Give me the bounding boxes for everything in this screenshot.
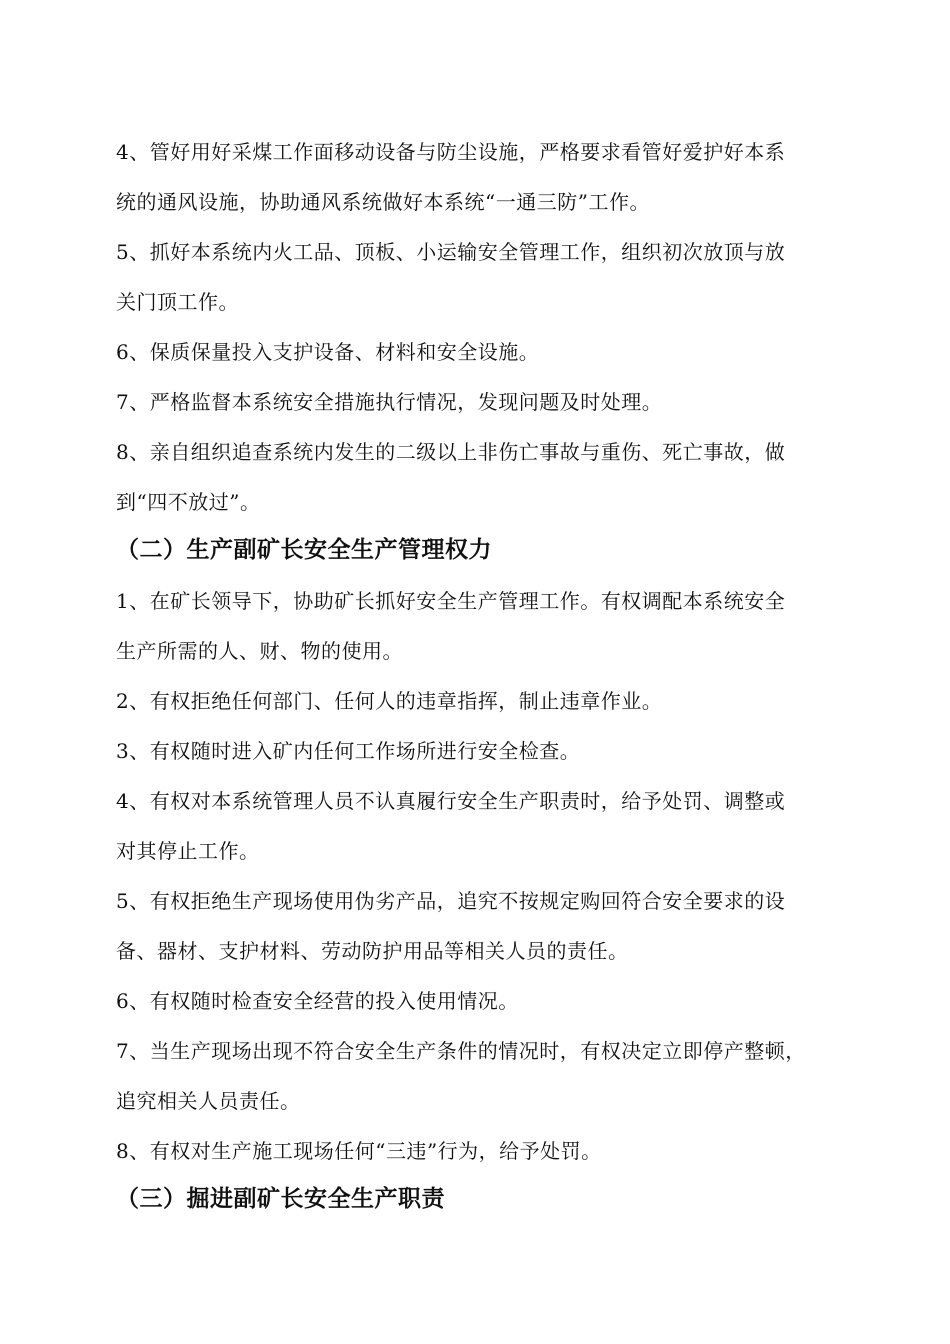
paragraph-line: 7、当生产现场出现不符合安全生产条件的情况时，有权决定立即停产整顿， <box>116 1039 806 1063</box>
paragraph-line: 7、严格监督本系统安全措施执行情况，发现问题及时处理。 <box>116 390 663 414</box>
paragraph-line: 1、在矿长领导下，协助矿长抓好安全生产管理工作。有权调配本系统安全 <box>116 589 786 613</box>
paragraph-line: 到“四不放过”。 <box>116 490 261 514</box>
paragraph-line: 3、有权随时进入矿内任何工作场所进行安全检查。 <box>116 739 581 763</box>
paragraph-line: 4、有权对本系统管理人员不认真履行安全生产职责时，给予处罚、调整或 <box>116 789 786 813</box>
paragraph-line: 2、有权拒绝任何部门、任何人的违章指挥，制止违章作业。 <box>116 689 663 713</box>
paragraph-line: 5、有权拒绝生产现场使用伪劣产品，追究不按规定购回符合安全要求的设 <box>116 889 786 913</box>
paragraph-line: 关门顶工作。 <box>116 290 239 314</box>
section-heading: （二）生产副矿长安全生产管理权力 <box>116 537 492 563</box>
paragraph-line: 对其停止工作。 <box>116 839 260 863</box>
paragraph-line: 生产所需的人、财、物的使用。 <box>116 639 403 663</box>
paragraph-line: 8、亲自组织追查系统内发生的二级以上非伤亡事故与重伤、死亡事故，做 <box>116 440 786 464</box>
paragraph-line: 8、有权对生产施工现场任何“三违”行为，给予处罚。 <box>116 1139 602 1163</box>
paragraph-line: 追究相关人员责任。 <box>116 1089 301 1113</box>
paragraph-line: 统的通风设施，协助通风系统做好本系统“一通三防”工作。 <box>116 190 650 214</box>
paragraph-line: 5、抓好本系统内火工品、顶板、小运输安全管理工作，组织初次放顶与放 <box>116 240 786 264</box>
paragraph-line: 备、器材、支护材料、劳动防护用品等相关人员的责任。 <box>116 939 629 963</box>
paragraph-line: 4、管好用好采煤工作面移动设备与防尘设施，严格要求看管好爱护好本系 <box>116 140 786 164</box>
paragraph-line: 6、保质保量投入支护设备、材料和安全设施。 <box>116 340 540 364</box>
paragraph-line: 6、有权随时检查安全经营的投入使用情况。 <box>116 989 519 1013</box>
section-heading: （三）掘进副矿长安全生产职责 <box>116 1186 445 1212</box>
